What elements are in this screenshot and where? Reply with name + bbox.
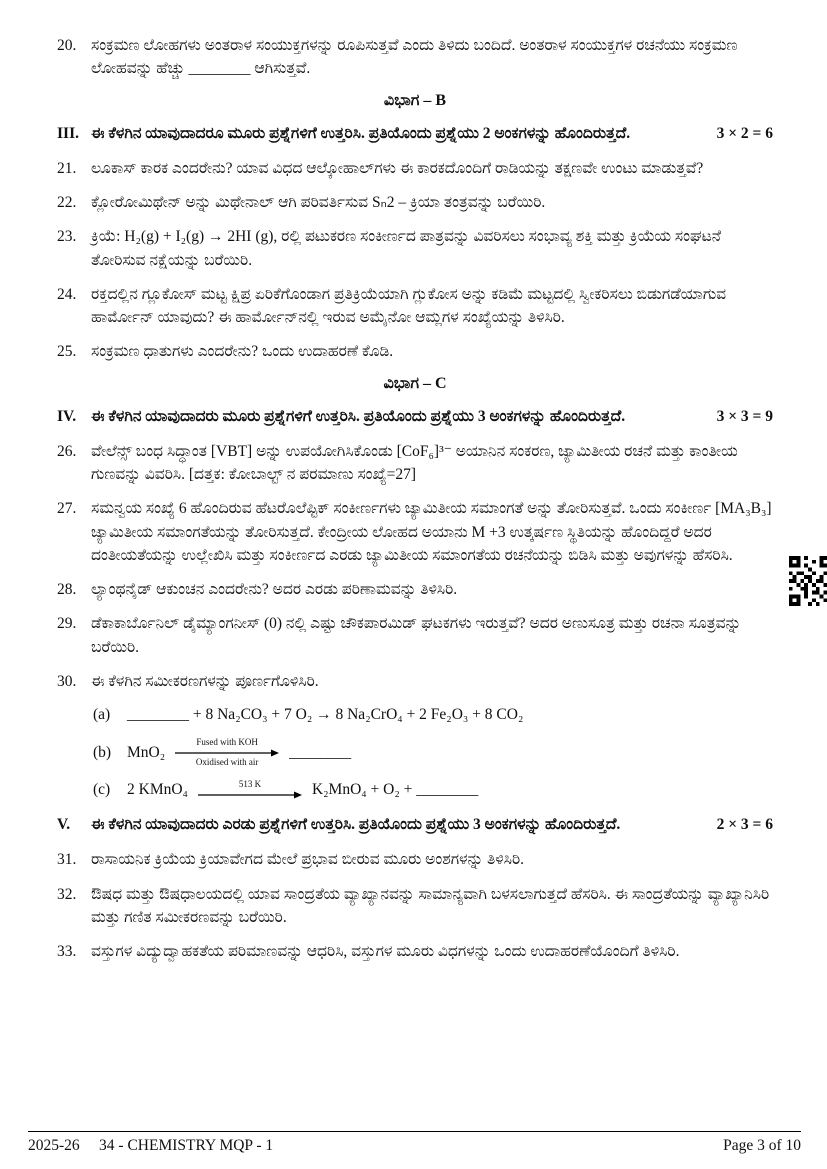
equation-label: (b) <box>93 743 112 761</box>
question-item <box>57 612 773 659</box>
question-item <box>57 283 773 330</box>
question-text: ಔಷಧ ಮತ್ತು ಔಷಧಾಲಯದಲ್ಲಿ ಯಾವ ಸಾಂದ್ರತೆಯ ವ್ಯಾಖ್ಯಾನವನ್ನು ಸಾಮಾನ್ಯವಾಗಿ ಬಳಸಲಾಗುತ್ತದೆ ಹೆಸರಿಸಿ. ಈ ಸಾಂದ್ರತೆಯನ್ನು ವ್ಯಾಖ್ಯಾನಿಸಿರಿ ಮತ್ತು ಗಣಿತ ಸಮೀಕರಣವನ್ನು ಬರೆಯಿರಿ. <box>91 885 770 926</box>
question-text: ಡೆಕಾಕಾರ್ಬೊನಿಲ್ ಡೈಮ್ಯಾಂಗನೀಸ್ (0) ನಲ್ಲಿ ಎಷ್ಟು ಚೌಕಪಾರಮಿಡ್ ಘಟಕಗಳು ಇರುತ್ತವೆ? ಅದರ ಅಣುಸೂತ್ರ ಮತ್ತು ರಚನಾ ಸೂತ್ರವನ್ನು ಬರೆಯಿರಿ. <box>91 615 742 656</box>
question-list <box>57 34 773 974</box>
question-number: 30. <box>57 672 77 690</box>
section-instruction <box>57 405 773 428</box>
question-number: 32. <box>57 885 77 903</box>
question-item <box>57 191 773 214</box>
question-number: 26. <box>57 442 77 460</box>
equation-reactant: 2 KMnO₄ <box>127 781 188 799</box>
question-number: 22. <box>57 194 77 211</box>
chemical-equation <box>93 779 773 801</box>
question-item <box>57 578 773 601</box>
question-item <box>57 340 773 363</box>
question-item <box>57 440 773 487</box>
arrow-line-icon <box>175 749 279 757</box>
question-item <box>57 497 773 567</box>
question-text: ವಸ್ತುಗಳ ವಿದ್ಯುದ್ವಾಹಕತೆಯ ಪರಿಮಾಣವನ್ನು ಆಧರಿಸಿ, ವಸ್ತುಗಳ ಮೂರು ವಿಧಗಳನ್ನು ಒಂದು ಉದಾಹರಣೆಯೊಂದಿಗೆ ತಿಳಿಸಿರಿ. <box>91 943 680 961</box>
question-number: 24. <box>57 285 77 303</box>
section-header: ವಿಭಾಗ – C <box>383 374 447 392</box>
equation-text: ________ + 8 Na₂CO₃ + 7 O₂ → 8 Na₂CrO₄ + 2 Fe₂O₃ + 8 CO₂ <box>127 706 524 723</box>
question-text: ಕ್ರಿಯೆ: H₂(g) + I₂(g) → 2HI (g), ರಲ್ಲಿ ಪಟುಕರಣ ಸಂಕೀರ್ಣದ ಪಾತ್ರವನ್ನು ವಿವರಿಸಲು ಸಂಭಾವ್ಯ ಶಕ್ತಿ ಮತ್ತು ಕ್ರಿಯೆಯ ಸಂಘಟನೆ ತೋರಿಸುವ ನಕ್ಷೆಯನ್ನು ಬರೆಯಿರಿ. <box>91 228 721 269</box>
question-number: 23. <box>57 228 77 246</box>
section-instruction <box>57 122 773 145</box>
question-text: ವೇಲೆನ್ಸ್ ಬಂಧ ಸಿದ್ಧಾಂತ [VBT] ಅನ್ನು ಉಪಯೋಗಿಸಿಕೊಂಡು [CoF₆]³⁻ ಅಯಾನಿನ ಸಂಕರಣ, ಜ್ಯಾಮಿತೀಯ ರಚನೆ ಮತ್ತು ಕಾಂತೀಯ ಗುಣವನ್ನು ವಿವರಿಸಿ. [ದತ್ತಕ: ಕೋಬಾಲ್ಟ್ ನ ಪರಮಾಣು ಸಂಖ್ಯೆ=27] <box>91 442 738 483</box>
question-text: ರಾಸಾಯನಿಕ ಕ್ರಿಯೆಯ ಕ್ರಿಯಾವೇಗದ ಮೇಲೆ ಪ್ರಭಾವ ಬೀರುವ ಮೂರು ಅಂಶಗಳನ್ನು ತಿಳಿಸಿರಿ. <box>91 851 525 869</box>
instruction-text: ಈ ಕೆಳಗಿನ ಯಾವುದಾದರೂ ಮೂರು ಪ್ರಶ್ನೆಗಳಿಗೆ ಉತ್ತರಿಸಿ. ಪ್ರತಿಯೊಂದು ಪ್ರಶ್ನೆಯು 2 ಅಂಕಗಳನ್ನು ಹೊಂದಿರುತ್ತದೆ. <box>91 124 631 142</box>
question-text: ರಕ್ತದಲ್ಲಿನ ಗ್ಲೂಕೋಸ್ ಮಟ್ಟ ಕ್ಷಿಪ್ರ ಏರಿಕೆಗೊಂಡಾಗ ಪ್ರತಿಕ್ರಿಯೆಯಾಗಿ ಗ್ಲುಕೋಸ ಅನ್ನು ಕಡಿಮೆ ಮಟ್ಟದಲ್ಲಿ ಸ್ವೀಕರಿಸಲು ಬಿಡುಗಡೆಯಾಗುವ ಹಾರ್ಮೋನ್ ಯಾವುದು? ಈ ಹಾರ್ಮೋನ್‌ನಲ್ಲಿ ಇರುವ ಅಮೈನೋ ಆಮ್ಲಗಳ ಸಂಖ್ಯೆಯನ್ನು ತಿಳಿಸಿರಿ. <box>91 285 727 326</box>
question-number: 31. <box>57 851 77 869</box>
question-item <box>57 157 773 180</box>
question-text: ಸಂಕ್ರಮಣ ಲೋಹಗಳು ಅಂತರಾಳ ಸಂಯುಕ್ತಗಳನ್ನು ರೂಪಿಸುತ್ತವೆ ಎಂದು ತಿಳಿದು ಬಂದಿದೆ. ಅಂತರಾಳ ಸಂಯುಕ್ತಗಳ ರಚನೆಯು ಸಂಕ್ರಮಣ ಲೋಹವನ್ನು ಹೆಚ್ಚು ________ ಆಗಿಸುತ್ತವೆ. <box>91 37 738 78</box>
arrow-condition-top: 513 K <box>238 779 262 790</box>
section-instruction <box>57 813 773 836</box>
instruction-text: ಈ ಕೆಳಗಿನ ಯಾವುದಾದರು ಮೂರು ಪ್ರಶ್ನೆಗಳಿಗೆ ಉತ್ತರಿಸಿ. ಪ್ರತಿಯೊಂದು ಪ್ರಶ್ನೆಯು 3 ಅಂಕಗಳನ್ನು ಹೊಂದಿರುತ್ತದೆ. <box>91 407 626 425</box>
equation-label: (a) <box>93 706 111 723</box>
question-number: 28. <box>57 581 77 598</box>
question-text: ಸಮನ್ವಯ ಸಂಖ್ಯೆ 6 ಹೊಂದಿರುವ ಹೆಟರೊಲೆಪ್ಟಿಕ್ ಸಂಕೀರ್ಣಗಳು ಜ್ಯಾಮಿತೀಯ ಸಮಾಂಗತೆ ಅನ್ನು ತೋರಿಸುತ್ತವೆ. ಒಂದು ಸಂಕೀರ್ಣ [MA₃B₃] ಜ್ಯಾಮಿತೀಯ ಸಮಾಂಗತೆಯನ್ನು ತೋರಿಸುತ್ತದೆ. ಕೇಂದ್ರೀಯ ಲೋಹದ ಅಯಾನು M +3 ಉತ್ಕರ್ಷಣ ಸ್ಥಿತಿಯನ್ನು ಹೊಂದಿದ್ದರೆ ಅದರ ದಂತೀಯತೆಯನ್ನು ಉಲ್ಲೇಖಿಸಿ ಮತ್ತು ಸಂಕೀರ್ಣದ ಎರಡು ಜ್ಯಾಮಿತೀಯ ಸಮಾಂಗತೆಯ ರಚನೆಯನ್ನು ಬಿಡಿಸಿ ಮತ್ತು ಅವುಗಳನ್ನು ಹೆಸರಿಸಿ. <box>91 500 772 564</box>
footer-exam-info: 2025-26 34 - CHEMISTRY MQP - 1 <box>28 1137 274 1154</box>
question-item <box>57 670 773 693</box>
marks-label: 3 × 3 = 9 <box>716 407 773 425</box>
page-footer <box>28 1131 801 1155</box>
question-text: ಕ್ಲೋರೋಮಿಥೇನ್ ಅನ್ನು ಮಿಥೇನಾಲ್ ಆಗಿ ಪರಿವರ್ತಿಸುವ Sₙ2 – ಕ್ರಿಯಾ ತಂತ್ರವನ್ನು ಬರೆಯಿರಿ. <box>91 194 546 211</box>
instruction-number: III. <box>57 124 79 142</box>
question-number: 27. <box>57 500 77 518</box>
question-number: 25. <box>57 343 77 361</box>
question-item <box>57 848 773 871</box>
question-text: ಲ್ಯಾಂಥನೈಡ್ ಆಕುಂಚನ ಎಂದರೇನು? ಅದರ ಎರಡು ಪರಿಣಾಮವನ್ನು ತಿಳಿಸಿರಿ. <box>91 581 458 598</box>
instruction-text: ಈ ಕೆಳಗಿನ ಯಾವುದಾದರು ಎರಡು ಪ್ರಶ್ನೆಗಳಿಗೆ ಉತ್ತರಿಸಿ. ಪ್ರತಿಯೊಂದು ಪ್ರಶ್ನೆಯು 3 ಅಂಕಗಳನ್ನು ಹೊಂದಿರುತ್ತದೆ. <box>91 816 621 834</box>
question-text: ಸಂಕ್ರಮಣ ಧಾತುಗಳು ಎಂದರೇನು? ಒಂದು ಉದಾಹರಣೆ ಕೊಡಿ. <box>91 343 394 361</box>
question-number: 20. <box>57 37 77 54</box>
equation-reactant: MnO₂ <box>127 743 166 761</box>
equation-label: (c) <box>93 781 111 799</box>
question-number: 29. <box>57 615 77 633</box>
reaction-arrow <box>175 738 279 768</box>
question-number: 21. <box>57 159 77 177</box>
arrow-line-icon <box>198 791 302 799</box>
instruction-number: IV. <box>57 407 77 425</box>
qr-code <box>788 556 827 606</box>
marks-label: 2 × 3 = 6 <box>716 816 773 834</box>
equation-product: ________ <box>289 743 352 761</box>
arrow-condition-top: Fused with KOH <box>196 736 258 747</box>
chemical-equation <box>93 738 773 768</box>
chemical-equation <box>93 704 773 726</box>
equation-product: K₂MnO₄ + O₂ + ________ <box>311 781 479 799</box>
arrow-condition-bottom: Oxidised with air <box>195 756 259 767</box>
question-item <box>57 225 773 272</box>
question-text: ಲೂಕಾಸ್ ಕಾರಕ ಎಂದರೇನು? ಯಾವ ವಿಧದ ಆಲ್ಕೋಹಾಲ್‌ಗಳು ಈ ಕಾರಕದೊಂದಿಗೆ ರಾಡಿಯನ್ನು ತಕ್ಷಣವೇ ಉಂಟು ಮಾಡುತ್ತವೆ? <box>91 159 704 177</box>
question-number: 33. <box>57 943 77 961</box>
question-text: ಈ ಕೆಳಗಿನ ಸಮೀಕರಣಗಳನ್ನು ಪೂರ್ಣಗೊಳಿಸಿರಿ. <box>91 672 319 690</box>
question-item <box>57 883 773 930</box>
marks-label: 3 × 2 = 6 <box>716 124 773 142</box>
question-item <box>57 34 773 81</box>
section-header: ವಿಭಾಗ – B <box>383 91 447 109</box>
instruction-number: V. <box>57 816 71 834</box>
question-item <box>57 940 773 963</box>
reaction-arrow <box>198 780 302 800</box>
footer-page-number: Page 3 of 10 <box>723 1137 801 1154</box>
